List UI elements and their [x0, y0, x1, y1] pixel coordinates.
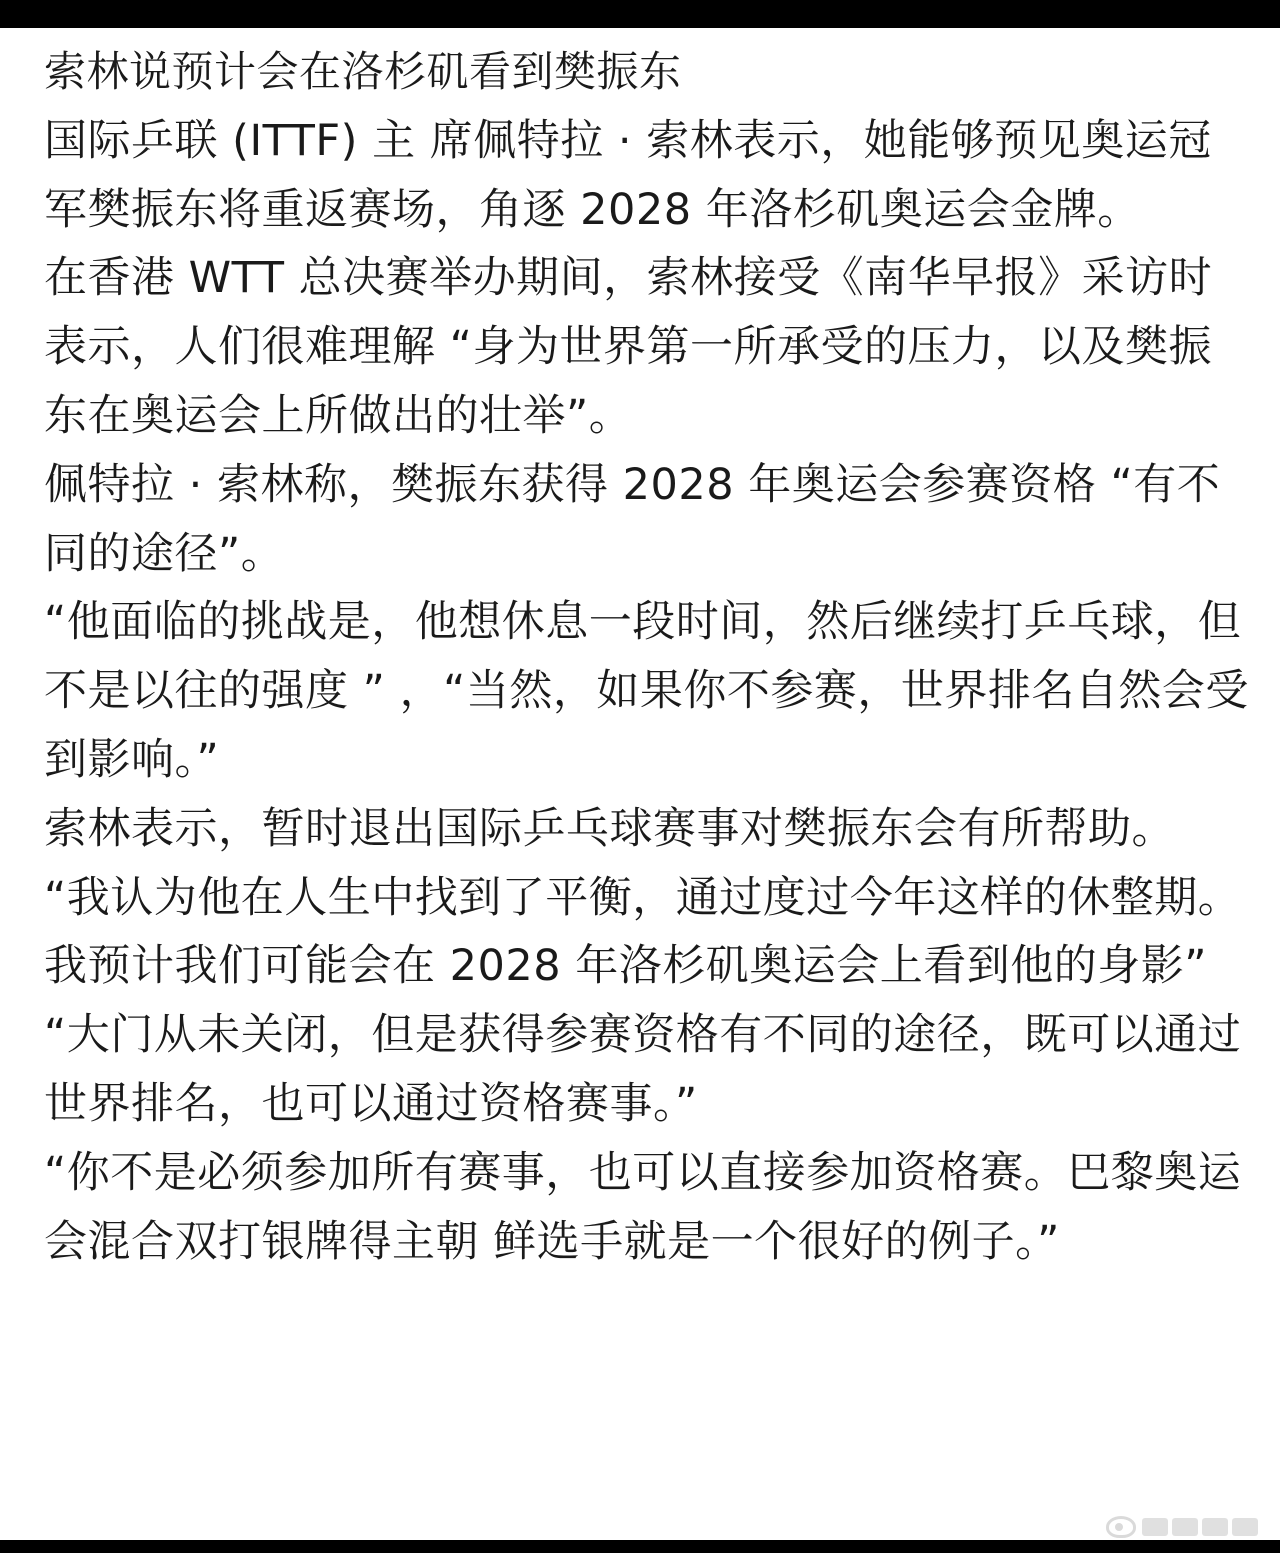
article-headline: 索林说预计会在洛杉矶看到樊振东	[44, 47, 682, 96]
bottom-black-bar	[0, 1540, 1280, 1553]
article-paragraph: “你不是必须参加所有赛事，也可以直接参加资格赛。巴黎奥运会混合双打银牌得主朝 鲜选手就是一个很好的例子。”	[44, 1147, 1242, 1267]
article-paragraph: “我认为他在人生中找到了平衡，通过度过今年这样的休整期。我预计我们可能会在 2028 年洛杉矶奥运会上看到他的身影”	[44, 872, 1242, 992]
weibo-logo-icon	[1106, 1516, 1136, 1538]
top-black-bar	[0, 0, 1280, 28]
article-paragraph: “他面临的挑战是，他想休息一段时间，然后继续打乒乓球，但不是以往的强度 ” ，“当然，如果你不参赛，世界排名自然会受到影响。”	[44, 597, 1249, 785]
article-paragraph: “大门从未关闭，但是获得参赛资格有不同的途径，既可以通过世界排名，也可以通过资格赛事。”	[44, 1010, 1242, 1129]
article-paragraph: 在香港 WTT 总决赛举办期间，索林接受《南华早报》采访时表示，人们很难理解 “身为世界第一所承受的压力，以及樊振东在奥运会上所做出的壮举”。	[44, 253, 1213, 441]
article-paragraph: 佩特拉 · 索林称，樊振东获得 2028 年奥运会参赛资格 “有不同的途径”。	[44, 459, 1221, 579]
watermark-redacted-text	[1142, 1518, 1258, 1536]
article-paragraph: 国际乒联 (ITTF) 主 席佩特拉 · 索林表示，她能够预见奥运冠军樊振东将重返赛场，角逐 2028 年洛杉矶奥运会金牌。	[44, 115, 1212, 235]
article-body	[44, 38, 1254, 1276]
screenshot-content	[0, 28, 1280, 1540]
article-paragraph: 索林表示，暂时退出国际乒乓球赛事对樊振东会有所帮助。	[44, 803, 1175, 854]
weibo-watermark	[1106, 1516, 1258, 1538]
